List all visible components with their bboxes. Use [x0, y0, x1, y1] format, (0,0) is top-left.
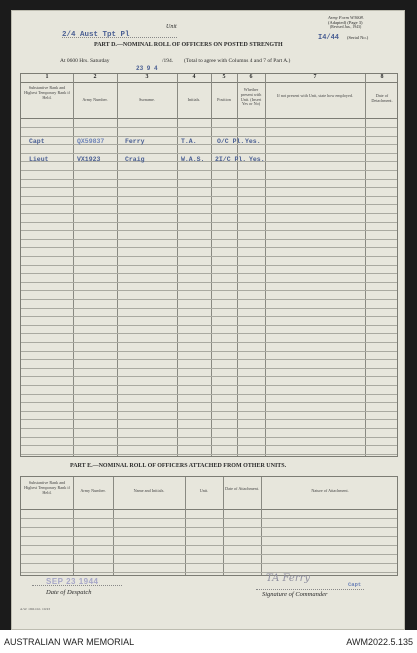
part-e-title: PART E.—NOMINAL ROLL OF OFFICERS ATTACHED FROM OTHER UNITS.	[70, 463, 287, 469]
col-number: 8	[380, 74, 384, 80]
ruled-line	[21, 213, 397, 214]
e-head-number: Army Number.	[80, 488, 106, 493]
row-1-surname: Ferry	[125, 138, 145, 145]
col-number: 7	[313, 74, 317, 80]
date-typed: 23 9 4	[136, 65, 158, 72]
ruled-line	[21, 411, 397, 412]
col-number: 6	[249, 74, 253, 80]
row-2-rank: Lieut	[29, 156, 49, 163]
row-1-rank: Capt	[29, 138, 45, 145]
ruled-line	[21, 342, 397, 343]
form-adapted: (Adapted) (Page 3)	[328, 20, 363, 25]
ruled-line	[21, 454, 397, 455]
despatch-date-stamp: SEP 23 1944	[46, 577, 99, 586]
ruled-line	[21, 385, 397, 386]
serial-label: (Serial No.)	[347, 35, 369, 40]
col-divider	[185, 477, 186, 575]
at-line-mid: /194.	[162, 58, 174, 64]
ruled-line	[21, 308, 397, 309]
e-head-unit: Unit.	[199, 488, 209, 493]
col-divider	[113, 477, 114, 575]
row-2-initials: W.A.S.	[181, 156, 205, 163]
ruled-line	[21, 536, 397, 537]
commander-signature: TA Ferry	[266, 573, 311, 584]
part-d-table	[20, 73, 398, 457]
heading-separator	[21, 509, 397, 510]
ruled-line	[21, 394, 397, 395]
ruled-line	[21, 316, 397, 317]
ruled-line	[21, 563, 397, 564]
e-head-nature: Nature of Attachment.	[311, 488, 349, 493]
ruled-line	[21, 402, 397, 403]
e-head-rank: Substantive Rank and Highest Temporary Rank if Held.	[24, 480, 70, 495]
col-divider	[261, 477, 262, 575]
ruled-line	[21, 527, 397, 528]
signature-rank: Capt	[348, 581, 362, 588]
ruled-line	[21, 230, 397, 231]
ruled-line	[21, 273, 397, 274]
ruled-line	[21, 554, 397, 555]
at-line-end: (Total to agree with Columns 4 and 7 of Part A.)	[184, 58, 291, 64]
ruled-line	[21, 445, 397, 446]
ruled-line	[21, 376, 397, 377]
form-number: Army Form W3008.	[328, 15, 364, 20]
row-2-number: VX1923	[77, 156, 101, 163]
col-number: 1	[45, 74, 49, 80]
col-divider	[73, 477, 74, 575]
col-head-surname: Surname.	[139, 97, 155, 102]
ruled-line	[21, 204, 397, 205]
ruled-line	[21, 247, 397, 248]
e-head-attachment-date: Date of Attachment.	[225, 486, 259, 491]
ruled-line	[21, 222, 397, 223]
ruled-line	[21, 368, 397, 369]
row-2-present: Yes.	[249, 156, 265, 163]
ruled-line	[21, 325, 397, 326]
ruled-line	[21, 333, 397, 334]
unit-value: 2/4 Aust Tpt Pl	[62, 31, 130, 39]
row-1-number: QX59837	[77, 138, 105, 145]
row-1-present: Yes.	[245, 138, 261, 145]
archive-institution: AUSTRALIAN WAR MEMORIAL	[4, 637, 135, 647]
form-revised: (Revised Jan., 1943)	[330, 25, 362, 29]
archive-accession: AWM2022.5.135	[346, 637, 413, 647]
col-head-position: Position	[217, 97, 231, 102]
col-head-rank: Substantive Rank and Highest Temporary Rank if Held.	[24, 85, 70, 100]
ruled-line	[21, 299, 397, 300]
ruled-line	[21, 265, 397, 266]
column-number-separator	[21, 82, 397, 83]
col-head-present: Whether present with Unit. (Insert Yes or No)	[240, 87, 262, 107]
unit-underline	[62, 37, 177, 38]
despatch-underline	[32, 585, 122, 586]
signature-label: Signature of Commander	[262, 591, 328, 598]
ruled-line	[21, 239, 397, 240]
col-number: 3	[145, 74, 149, 80]
print-code: A.W. 19th Oct. 10/43	[20, 607, 51, 611]
ruled-line	[21, 127, 397, 128]
part-e-table	[20, 476, 398, 576]
heading-separator	[21, 118, 397, 119]
col-number: 4	[192, 74, 196, 80]
form-sheet	[11, 10, 405, 630]
ruled-line	[21, 545, 397, 546]
serial-value: I4/44	[318, 34, 340, 42]
row-2-surname: Craig	[125, 156, 145, 163]
col-head-detachment: Date of Detachment.	[371, 93, 393, 103]
archive-footer	[0, 630, 417, 653]
ruled-line	[21, 437, 397, 438]
e-head-name: Name and Initials.	[133, 488, 165, 493]
ruled-line	[21, 572, 397, 573]
ruled-line	[21, 419, 397, 420]
col-head-number: Army Number.	[82, 97, 108, 102]
row-2-position: 2I/C Pl.	[215, 156, 247, 163]
ruled-line	[21, 290, 397, 291]
at-line-start: At 0600 Hrs. Saturday	[60, 58, 110, 64]
ruled-line	[21, 153, 397, 154]
col-divider	[223, 477, 224, 575]
col-number: 5	[222, 74, 226, 80]
col-number: 2	[93, 74, 97, 80]
col-head-employment: If not present with Unit, state how employed.	[277, 93, 353, 98]
unit-label: Unit	[166, 24, 177, 30]
col-head-initials: Initials.	[187, 97, 201, 102]
ruled-line	[21, 196, 397, 197]
ruled-line	[21, 428, 397, 429]
ruled-line	[21, 136, 397, 137]
ruled-line	[21, 187, 397, 188]
row-1-position: O/C Pl.	[217, 138, 245, 145]
ruled-line	[21, 282, 397, 283]
despatch-label: Date of Despatch	[46, 589, 92, 596]
part-d-title: PART D.—NOMINAL ROLL OF OFFICERS ON POSTED STRENGTH	[94, 42, 283, 48]
ruled-line	[21, 179, 397, 180]
ruled-line	[21, 256, 397, 257]
signature-underline	[256, 589, 364, 590]
row-1-initials: T.A.	[181, 138, 197, 145]
ruled-line	[21, 359, 397, 360]
ruled-line	[21, 518, 397, 519]
ruled-line	[21, 351, 397, 352]
ruled-line	[21, 170, 397, 171]
